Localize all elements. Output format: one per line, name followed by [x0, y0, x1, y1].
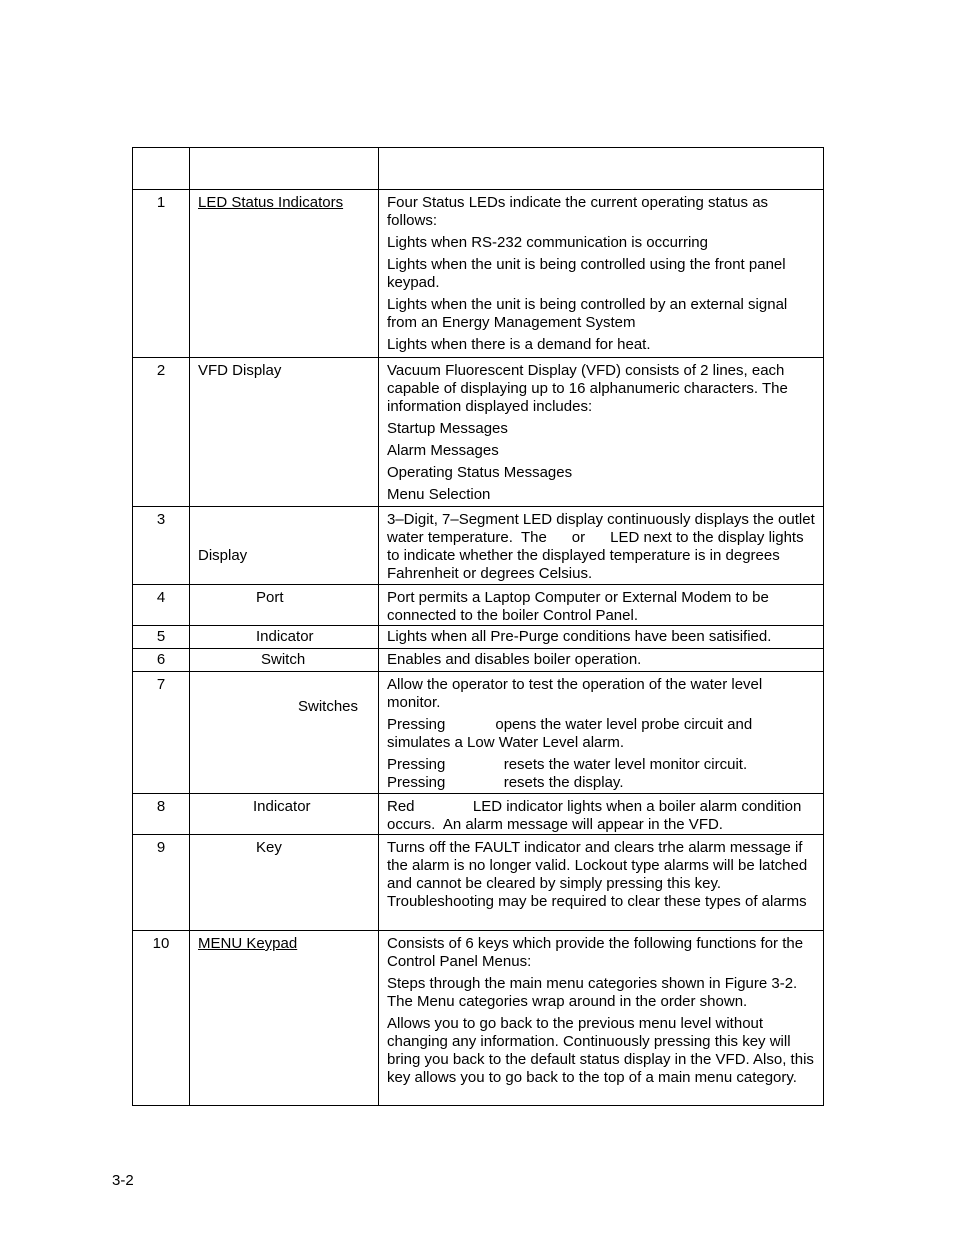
description-line: Port permits a Laptop Computer or External Modem to be connected to the boiler Control Panel.: [387, 589, 769, 624]
table-row: [133, 585, 824, 626]
description-line: Allows you to go back to the previous menu level without changing any information. Continuously pressing this key will bring you back to the default status display in the VFD. Also, this key allows you to go back to the top of a main menu category.: [387, 1015, 814, 1086]
description-line: Pressing opens the water level probe circuit and simulates a Low Water Level alarm.: [387, 716, 757, 751]
row-description: [379, 626, 824, 649]
header-cell-function: [379, 148, 824, 190]
row-description: [379, 672, 824, 794]
row-description: [379, 585, 824, 626]
description-line: Vacuum Fluorescent Display (VFD) consists of 2 lines, each capable of displaying up to 16 alphanumeric characters. The information displayed includes:: [387, 362, 788, 415]
control-name-text: Indicator: [253, 798, 311, 815]
description-line: Operating Status Messages: [387, 464, 573, 481]
control-name-text: Port: [256, 589, 284, 606]
description-line: Four Status LEDs indicate the current operating status as follows:: [387, 194, 769, 229]
row-control-name: [190, 626, 379, 649]
row-description: [379, 835, 824, 931]
table-row: [133, 358, 824, 507]
row-control-name: [190, 358, 379, 507]
control-name-text: LED Status Indicators: [198, 194, 344, 211]
control-name-text: Display: [198, 547, 248, 564]
controls-table: [132, 147, 824, 1106]
row-description: [379, 358, 824, 507]
table-row: [133, 507, 824, 585]
row-description: [379, 794, 824, 835]
row-control-name: [190, 672, 379, 794]
description-line: Lights when the unit is being controlled by an external signal from an Energy Management System: [387, 296, 788, 331]
table-row: [133, 794, 824, 835]
table-row: [133, 649, 824, 672]
row-description: [379, 649, 824, 672]
row-number: 4: [133, 585, 190, 626]
row-number: 6: [133, 649, 190, 672]
row-number: 7: [133, 672, 190, 794]
row-control-name: [190, 190, 379, 358]
description-line: Enables and disables boiler operation.: [387, 651, 642, 668]
row-number: 8: [133, 794, 190, 835]
description-line: Startup Messages: [387, 420, 508, 437]
description-line: Menu Selection: [387, 486, 491, 503]
row-number: 5: [133, 626, 190, 649]
row-number: 1: [133, 190, 190, 358]
description-line: Steps through the main menu categories shown in Figure 3-2. The Menu categories wrap around in the order shown.: [387, 975, 798, 1010]
row-description: [379, 507, 824, 585]
control-name-text: Indicator: [256, 628, 314, 645]
description-line: Lights when the unit is being controlled using the front panel keypad.: [387, 256, 786, 291]
description-line: Pressing resets the water level monitor circuit. Pressing resets the display.: [387, 756, 748, 791]
control-name-text: Switches: [298, 698, 359, 715]
row-control-name: [190, 794, 379, 835]
control-name-text: MENU Keypad: [198, 935, 298, 952]
row-number: 3: [133, 507, 190, 585]
page-number: 3-2: [112, 1172, 134, 1189]
table-row: [133, 626, 824, 649]
description-line: Consists of 6 keys which provide the following functions for the Control Panel Menus:: [387, 935, 804, 970]
table-row: [133, 672, 824, 794]
description-line: 3–Digit, 7–Segment LED display continuously displays the outlet water temperature. The or LED next to the display lights to indicate whether the displayed temperature is in degrees Fahrenheit or degrees Celsius.: [387, 511, 819, 582]
header-cell-number: [133, 148, 190, 190]
row-control-name: [190, 835, 379, 931]
row-number: 10: [133, 931, 190, 1106]
header-cell-control: [190, 148, 379, 190]
description-line: Lights when RS-232 communication is occurring: [387, 234, 708, 251]
table-row: [133, 931, 824, 1106]
description-line: Lights when there is a demand for heat.: [387, 336, 651, 353]
row-control-name: [190, 649, 379, 672]
table-header-row: [133, 148, 824, 190]
row-description: [379, 190, 824, 358]
description-line: Lights when all Pre-Purge conditions have been satisified.: [387, 628, 772, 645]
description-line: Allow the operator to test the operation of the water level monitor.: [387, 676, 763, 711]
table-row: [133, 190, 824, 358]
control-name-text: VFD Display: [198, 362, 282, 379]
row-control-name: [190, 931, 379, 1106]
row-control-name: [190, 585, 379, 626]
control-name-text: Key: [256, 839, 282, 856]
control-name-text: Switch: [261, 651, 306, 668]
row-control-name: [190, 507, 379, 585]
row-number: 2: [133, 358, 190, 507]
row-number: 9: [133, 835, 190, 931]
row-description: [379, 931, 824, 1106]
description-line: Turns off the FAULT indicator and clears trhe alarm message if the alarm is no longer valid. Lockout type alarms will be latched and cannot be cleared by simply pressing this key. Troubleshooting may be required to clear these types of alarms: [387, 839, 808, 910]
description-line: Red LED indicator lights when a boiler alarm condition occurs. An alarm message will appear in the VFD.: [387, 798, 806, 833]
description-line: Alarm Messages: [387, 442, 499, 459]
table-row: [133, 835, 824, 931]
